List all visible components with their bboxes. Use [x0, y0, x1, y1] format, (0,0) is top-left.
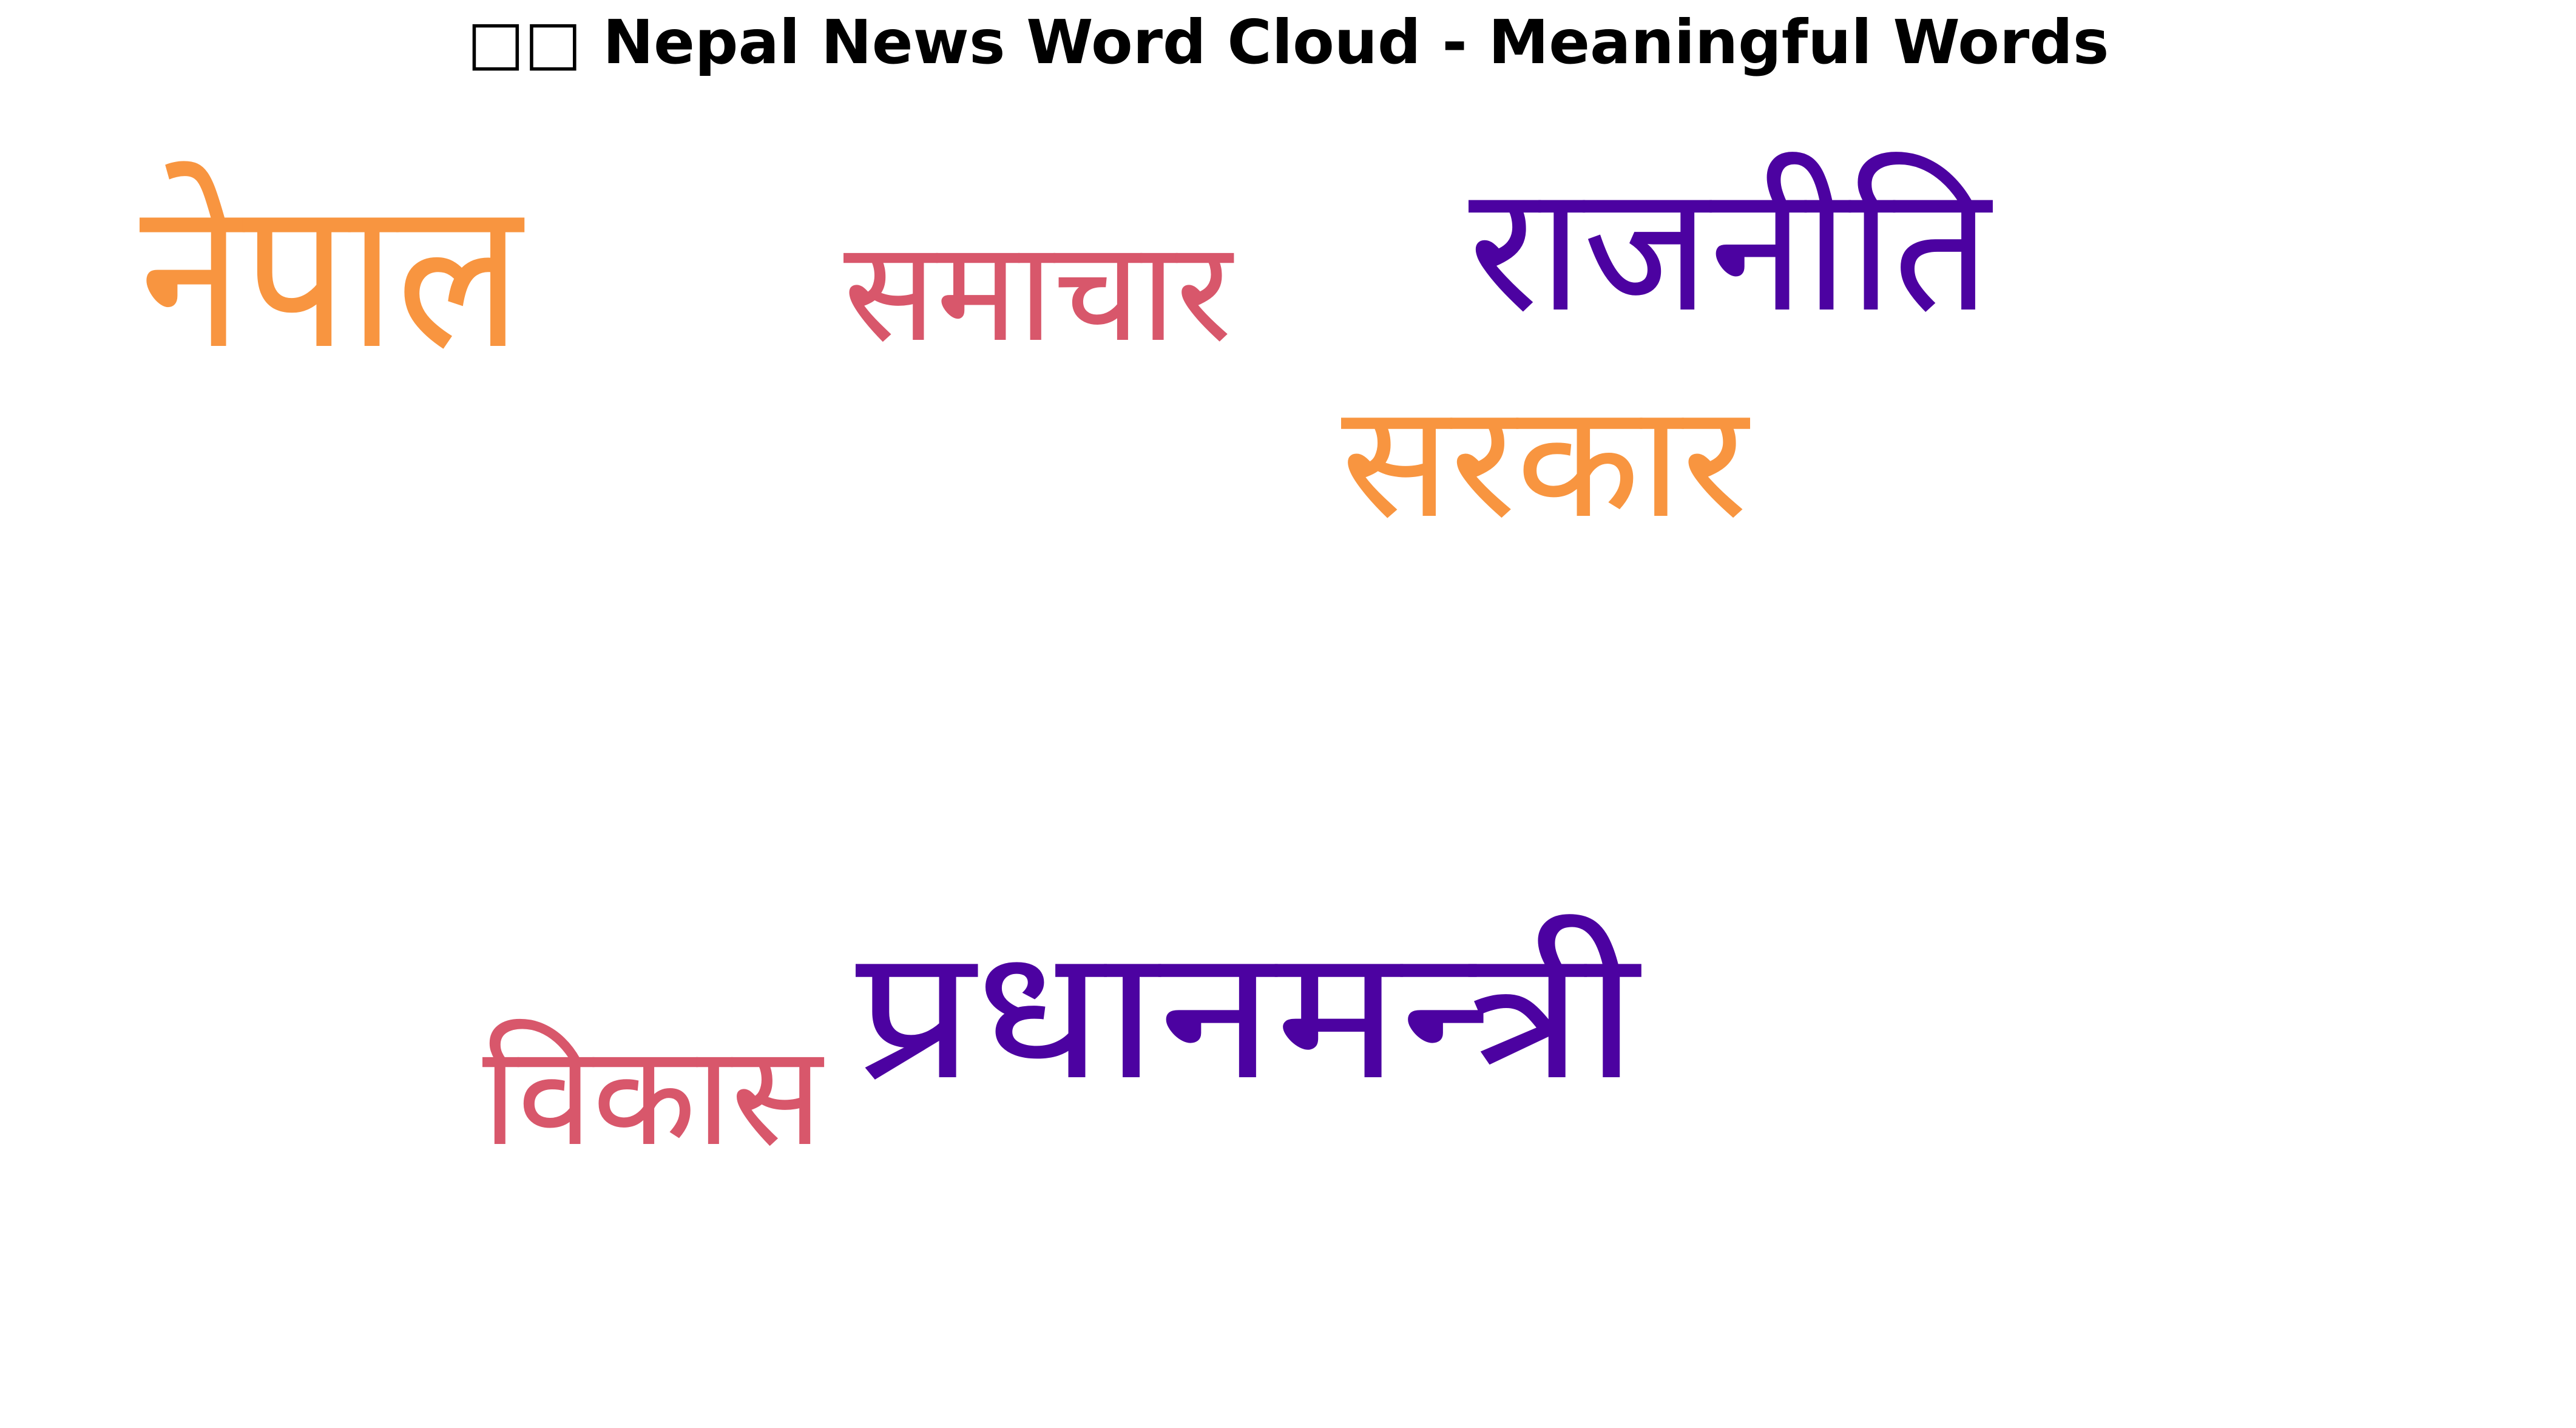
- word-3: राजनीति: [1469, 147, 1995, 351]
- word-4: सरकार: [1341, 370, 1753, 553]
- word-6: प्रधानमन्त्री: [856, 909, 1643, 1120]
- word-5: विकास: [482, 1015, 825, 1177]
- words-layer: [140, 147, 1995, 1177]
- chart-title: □□ Nepal News Word Cloud - Meaningful Words: [467, 7, 2109, 78]
- word-2: समाचार: [843, 211, 1234, 373]
- word-1: नेपाल: [140, 155, 527, 395]
